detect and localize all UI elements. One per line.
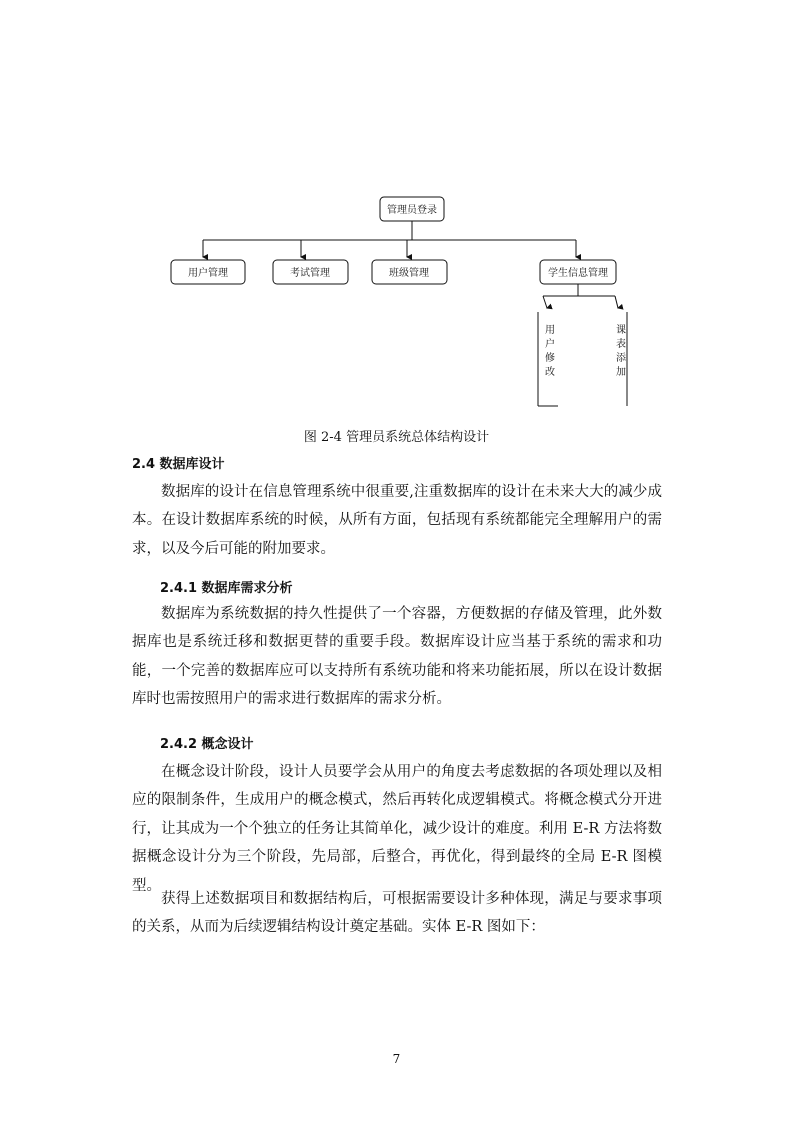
section-heading: 2.4 数据库设计 (132, 457, 225, 472)
sub-node-1-label: 用户修改 (542, 324, 554, 380)
intro-paragraph: 数据库的设计在信息管理系统中很重要,注重数据库的设计在未来大大的减少成本。在设计数据库系统的时候，从所有方面，包括现有系统都能完全理解用户的需求，以及今后可能的附加要求。 (132, 484, 662, 557)
subsection-2-paragraph-2: 获得上述数据项目和数据结构后，可根据需要设计多种体现，满足与要求事项的关系，从而为后续逻辑结构设计奠定基础。实体 E-R 图如下： (132, 891, 662, 936)
structure-diagram (0, 0, 793, 420)
subsection-1-heading: 2.4.1 数据库需求分析 (160, 581, 293, 596)
figure-caption: 图 2-4 管理员系统总体结构设计 (303, 430, 490, 445)
child-node-3-label: 班级管理 (389, 268, 429, 279)
root-node-label: 管理员登录 (387, 205, 437, 216)
page-number: 7 (392, 1052, 401, 1066)
subsection-2-heading: 2.4.2 概念设计 (160, 737, 254, 752)
subsection-2-paragraph-1: 在概念设计阶段，设计人员要学会从用户的角度去考虑数据的各项处理以及相应的限制条件，生成用户的概念模式，然后再转化成逻辑模式。将概念模式分开进行，让其成为一个个独立的任务让其简单化，减少设计的难度。利用 E-R 方法将数据概念设计分为三个阶段，先局部，后整合，再优化，得到最终的全局 E-R 图模型。 (132, 764, 662, 894)
subsection-1-paragraph: 数据库为系统数据的持久性提供了一个容器，方便数据的存储及管理，此外数据库也是系统迁移和数据更替的重要手段。数据库设计应当基于系统的需求和功能，一个完善的数据库应可以支持所有系统功能和将来功能拓展，所以在设计数据库时也需按照用户的需求进行数据库的需求分析。 (132, 606, 662, 708)
child-node-2-label: 考试管理 (290, 268, 330, 279)
child-node-4-label: 学生信息管理 (548, 268, 608, 279)
child-node-1-label: 用户管理 (188, 268, 228, 279)
sub-node-2-label: 课表添加 (613, 324, 625, 380)
